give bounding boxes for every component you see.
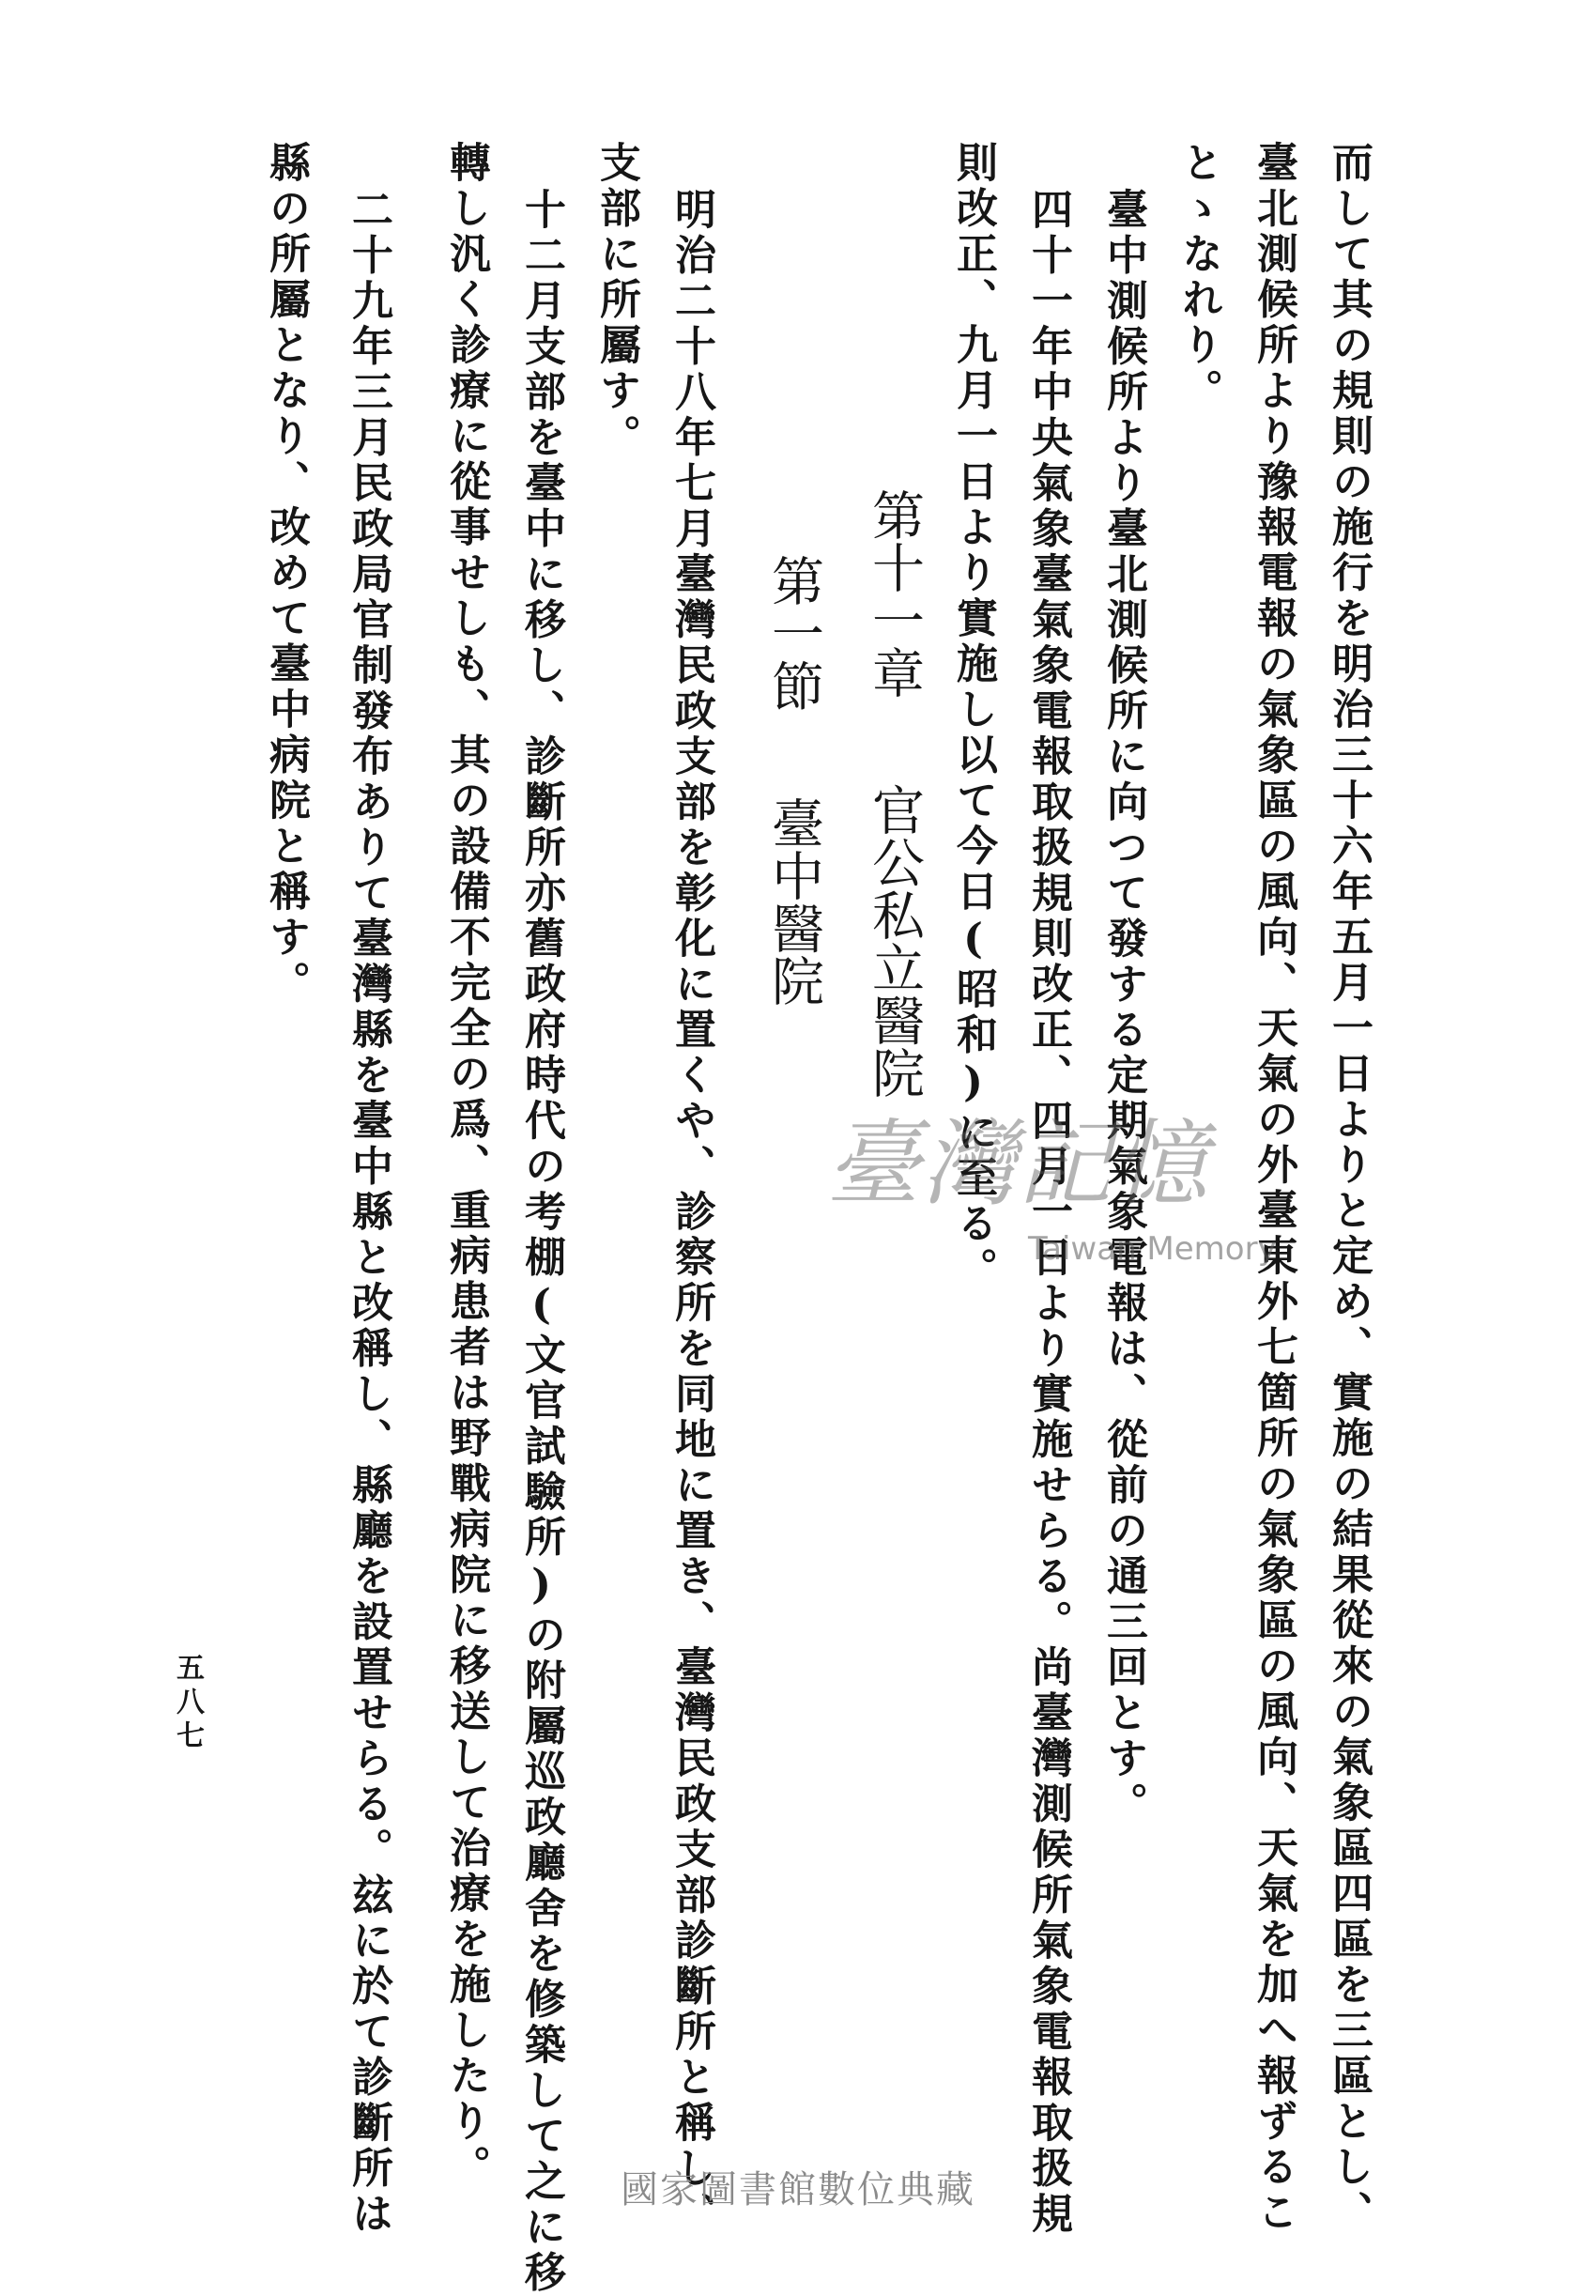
text-column-5: 四十一年中央氣象臺氣象電報取扱規則改正、四月一日より實施せらる。尚臺灣測候所氣象電報取扱規: [1024, 188, 1072, 2238]
text-column-10: 轉し汎く診療に從事せしも、其の設備不完全の爲、重病患者は野戰病院に移送して治療を施したり。: [442, 141, 490, 2191]
text-column-4: 臺中測候所より臺北測候所に向つて發する定期氣象電報は、從前の通三回とす。: [1099, 188, 1147, 1827]
text-column-12: 縣の所屬となり、改めて臺中病院と稱す。: [262, 141, 310, 1007]
text-column-8: 支部に所屬す。: [592, 141, 640, 460]
text-column-1: 而して其の規則の施行を明治三十六年五月一日よりと定め、實施の結果從來の氣象區四區を三區とし、: [1325, 141, 1373, 2236]
text-column-3: とゝなれり。: [1174, 141, 1222, 414]
text-column-2: 臺北測候所より豫報電報の氣象區の風向、天氣の外臺東外七箇所の氣象區の風向、天氣を加へ報ずるこ: [1250, 141, 1297, 2236]
chapter-number: 第十一章: [864, 488, 925, 699]
chapter-title: 官公私立醫院: [864, 783, 925, 1099]
watermark-latin: Taiwan Memory: [1028, 1230, 1277, 1268]
text-column-9: 十二月支部を臺中に移し、診斷所亦舊政府時代の考棚(文官試驗所)の附屬巡政廳舍を修築して之に移: [517, 188, 565, 2296]
section-title: 臺中醫院: [763, 796, 824, 1007]
chapter-heading: [864, 488, 925, 1099]
text-column-7: 明治二十八年七月臺灣民政支部を彰化に置くや、診察所を同地に置き、臺灣民政支部診斷所と稱し、: [668, 188, 715, 2238]
footer-credit: 國家圖書館數位典藏: [621, 2168, 975, 2211]
text-column-11: 二十九年三月民政局官制發布ありて臺灣縣を臺中縣と改稱し、縣廳を設置せらる。玆に於て診斷所は: [345, 188, 392, 2238]
section-heading: [763, 554, 824, 1007]
page-number: 五八七: [171, 1653, 204, 1754]
text-column-6: 則改正、九月一日より實施し以て今日(昭和)に至る。: [949, 141, 997, 1293]
watermark-chars: 臺灣記憶: [826, 1109, 1209, 1219]
section-number: 第一節: [763, 554, 824, 712]
